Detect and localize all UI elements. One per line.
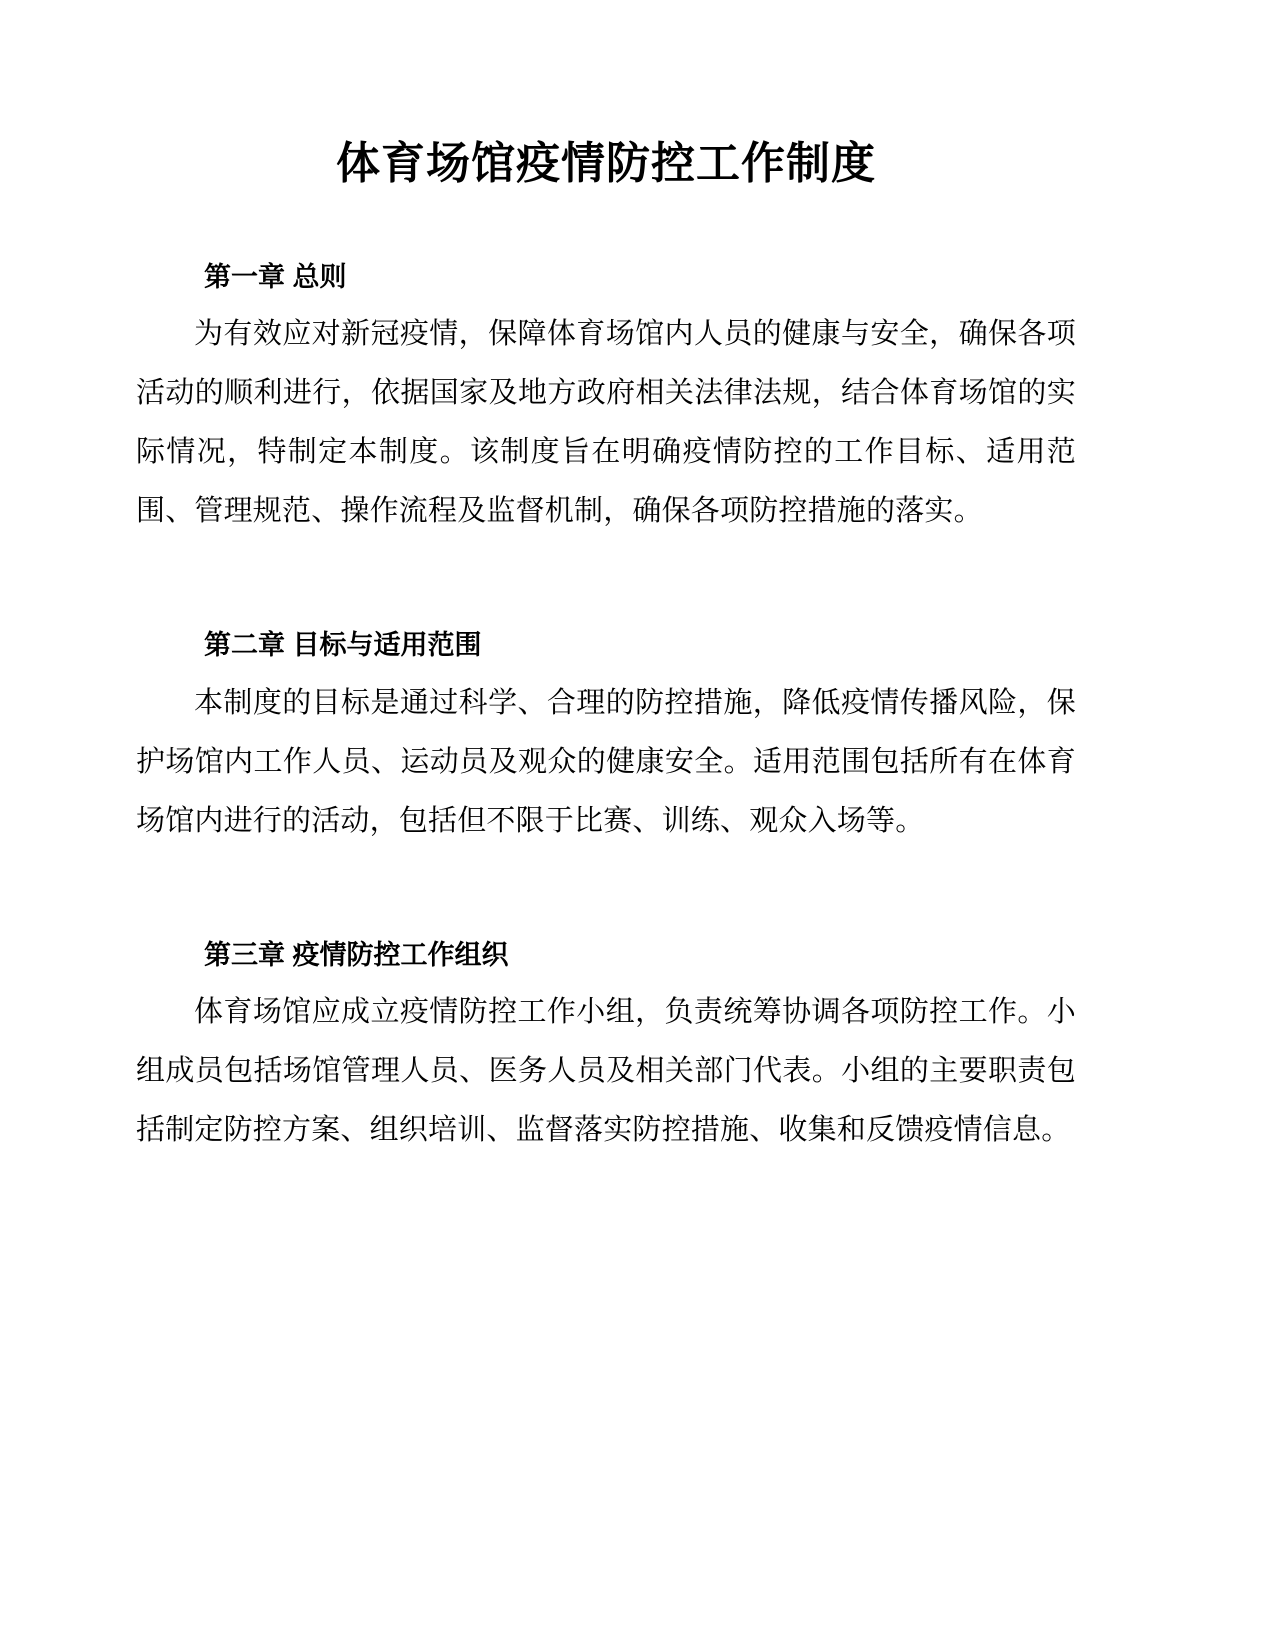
chapter-spacer-2 [136,851,1076,937]
chapter-heading-3: 第三章 疫情防控工作组织 [204,939,509,970]
chapter-section-2 [136,627,1076,850]
heading-spacer-1 [136,295,1076,305]
chapter-section-3 [136,937,1076,1160]
page-title: 体育场馆疫情防控工作制度 [336,139,876,188]
chapter-body-1: 为有效应对新冠疫情，保障体育场馆内人员的健康与安全，确保各项活动的顺利进行，依据国家及地方政府相关法律法规，结合体育场馆的实际情况，特制定本制度。该制度旨在明确疫情防控的工作目标、适用范围、管理规范、操作流程及监督机制，确保各项防控措施的落实。 [136,318,1076,528]
title-spacer [136,191,1076,259]
heading-spacer-2 [136,664,1076,674]
heading-spacer-3 [136,973,1076,983]
chapter-heading-1: 第一章 总则 [204,261,347,292]
chapter-body-3: 体育场馆应成立疫情防控工作小组，负责统筹协调各项防控工作。小组成员包括场馆管理人员、医务人员及相关部门代表。小组的主要职责包括制定防控方案、组织培训、监督落实防控措施、收集和反馈疫情信息。 [136,996,1076,1147]
chapter-section-1 [136,259,1076,541]
document-content [136,0,1076,1160]
chapter-heading-2: 第二章 目标与适用范围 [204,630,482,661]
chapter-spacer-1 [136,541,1076,627]
chapter-body-2: 本制度的目标是通过科学、合理的防控措施，降低疫情传播风险，保护场馆内工作人员、运动员及观众的健康安全。适用范围包括所有在体育场馆内进行的活动，包括但不限于比赛、训练、观众入场等。 [136,686,1076,837]
